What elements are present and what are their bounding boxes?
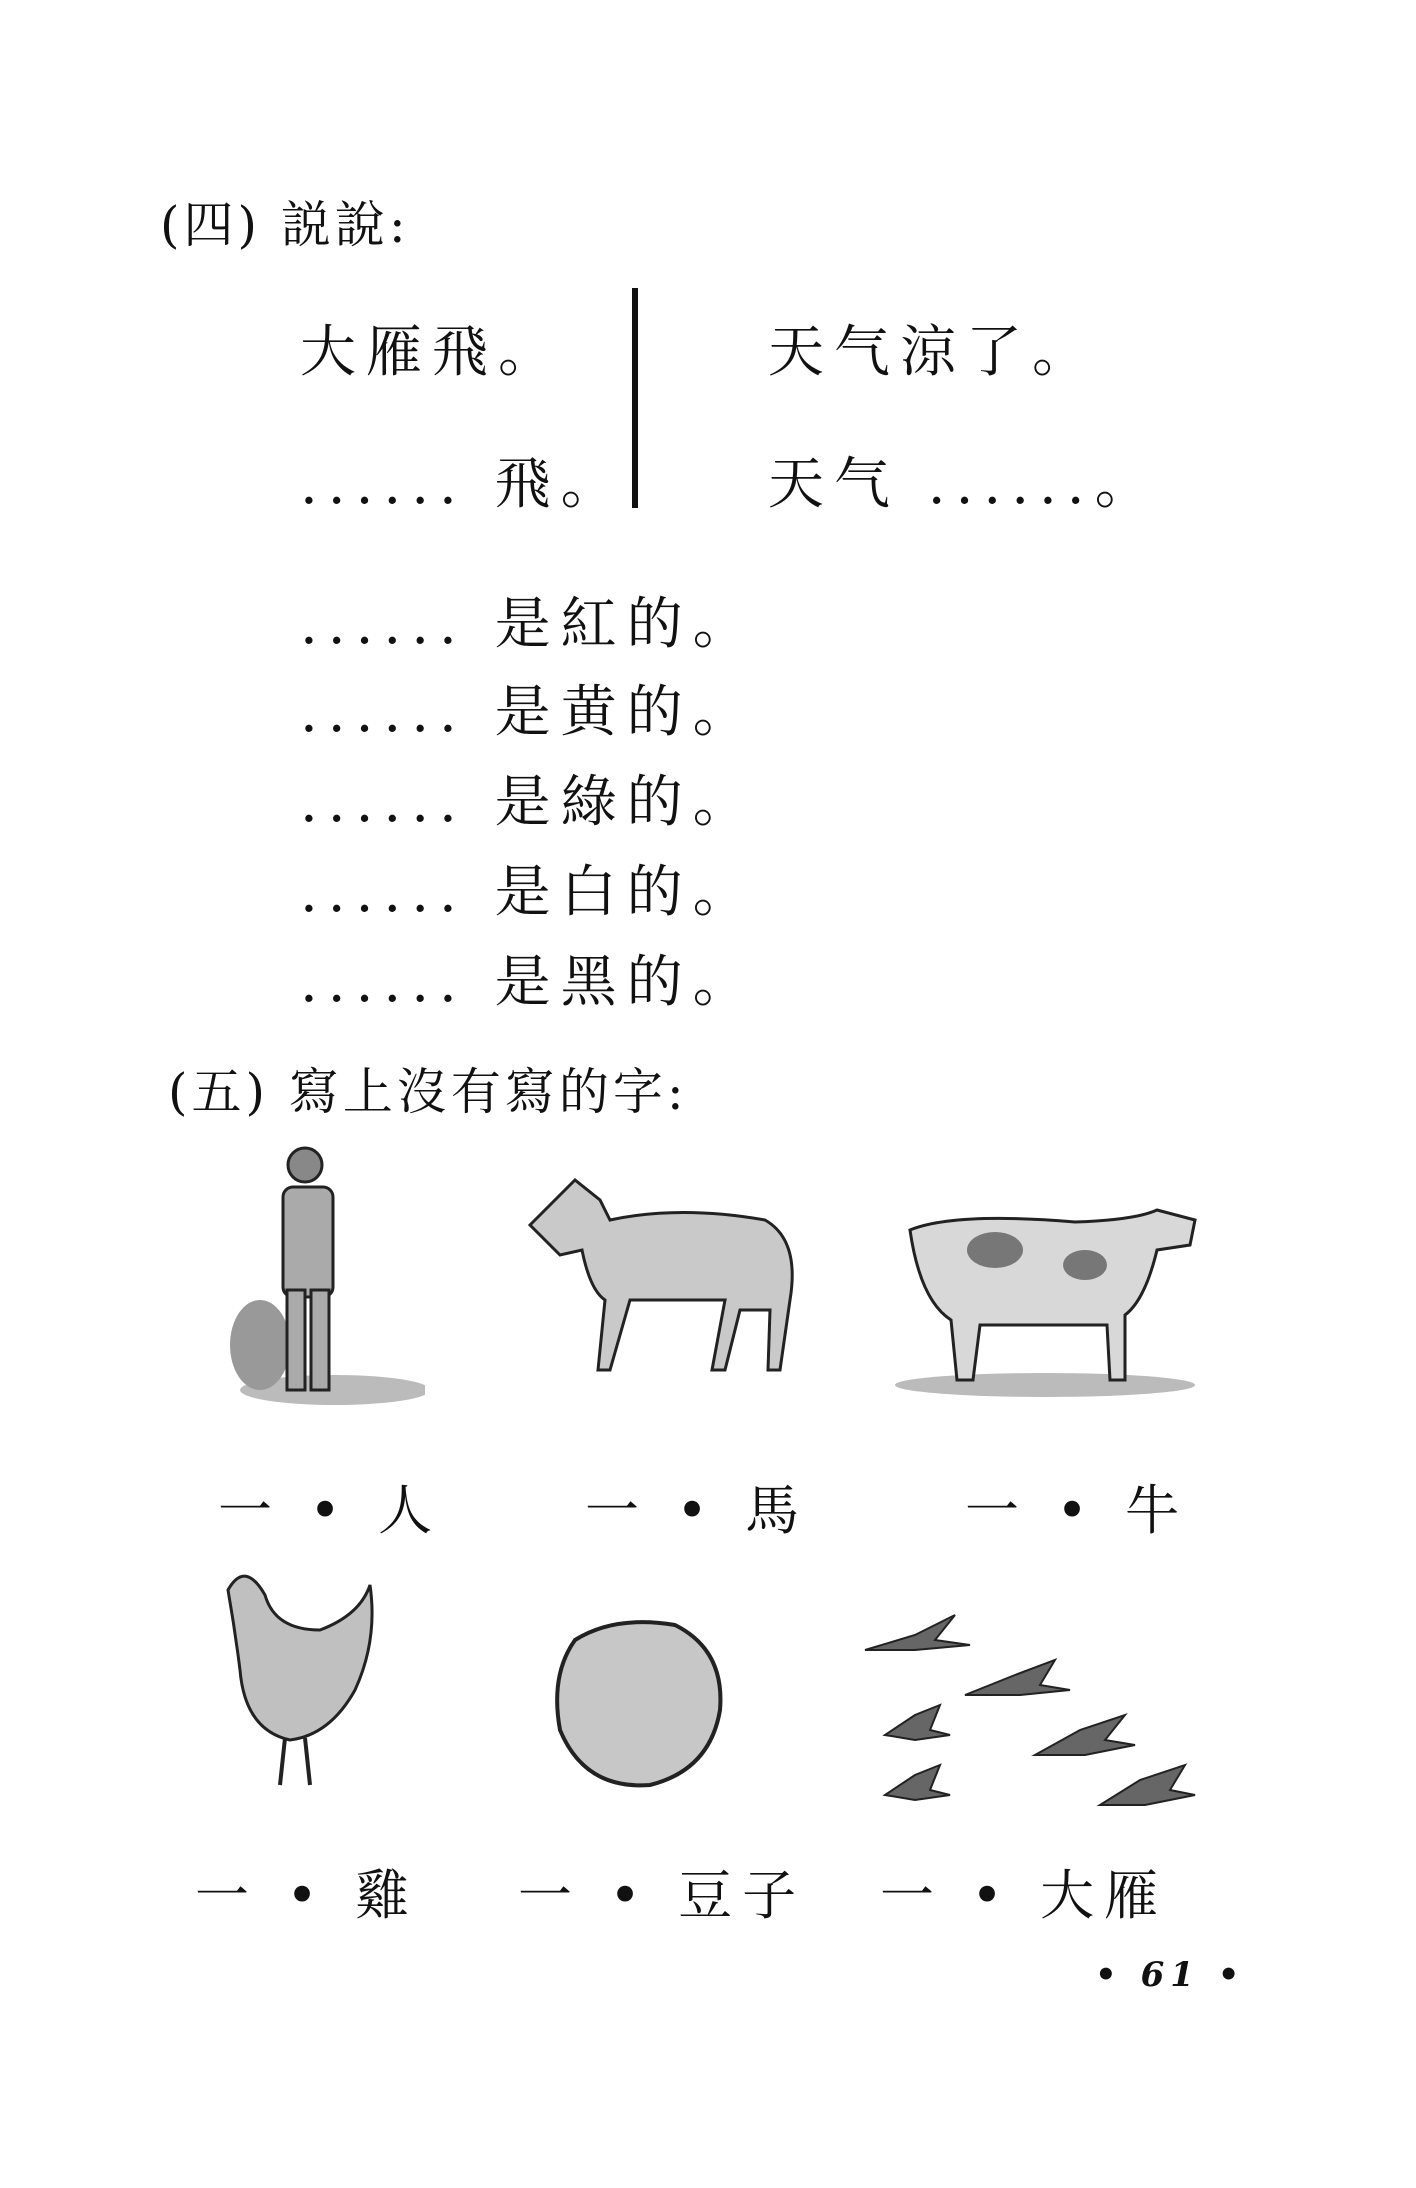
right-line-1: 天气涼了。 xyxy=(768,320,1098,385)
page-number: • 61 • xyxy=(1095,1955,1246,1995)
column-divider xyxy=(632,288,638,508)
section-5-heading: (五) 寫上沒有寫的字: xyxy=(168,1063,688,1121)
section-4-heading: (四) 説說: xyxy=(160,196,410,254)
cow-icon xyxy=(895,1190,1205,1400)
label-person: 一 • 人 xyxy=(218,1479,443,1542)
color-line-black: ...... 是黑的。 xyxy=(300,950,759,1015)
label-chicken: 一 • 雞 xyxy=(195,1864,420,1927)
label-horse: 一 • 馬 xyxy=(585,1479,810,1542)
left-line-2: ...... 飛。 xyxy=(300,452,627,517)
horse-icon xyxy=(520,1160,810,1410)
chicken-icon xyxy=(210,1560,380,1800)
man-icon xyxy=(225,1145,425,1415)
bean-icon xyxy=(545,1610,735,1795)
label-geese: 一 • 大雁 xyxy=(880,1864,1169,1927)
label-cow: 一 • 牛 xyxy=(965,1479,1190,1542)
color-line-yellow: ...... 是黄的。 xyxy=(300,680,759,745)
label-bean: 一 • 豆子 xyxy=(518,1864,807,1927)
geese-icon xyxy=(855,1555,1205,1820)
color-line-red: ...... 是紅的。 xyxy=(300,592,759,657)
right-line-2: 天气 ......。 xyxy=(768,452,1161,517)
left-line-1: 大雁飛。 xyxy=(300,320,564,385)
color-line-green: ...... 是綠的。 xyxy=(300,770,759,835)
color-line-white: ...... 是白的。 xyxy=(300,860,759,925)
